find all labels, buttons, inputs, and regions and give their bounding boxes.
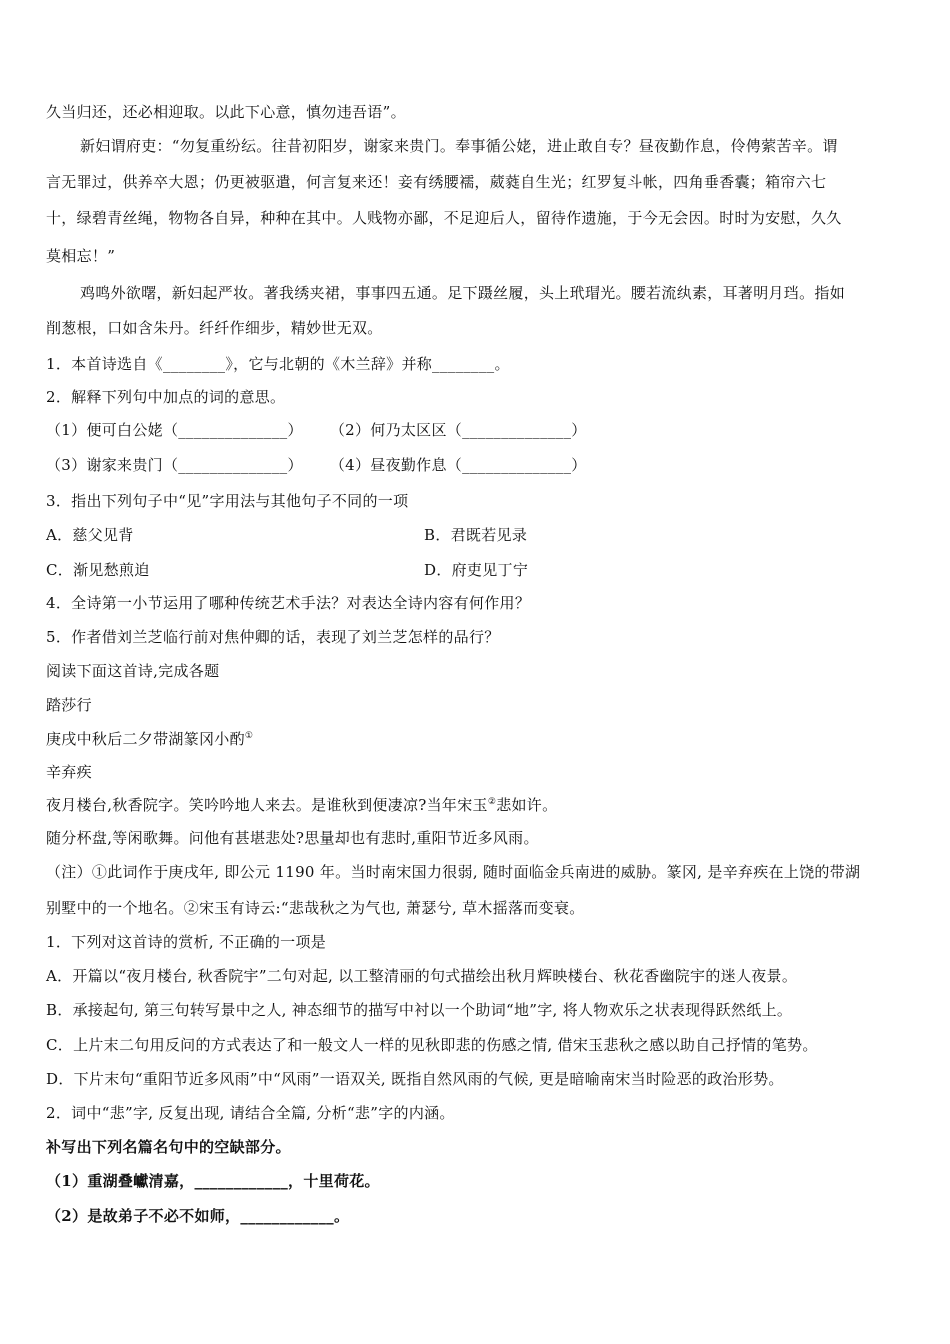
question-2-row — [46, 455, 906, 475]
question-2-item: （1）便可白公姥（______________） — [46, 421, 303, 439]
question-2-item: （3）谢家来贵门（______________） — [46, 456, 303, 474]
question-3-options-row — [46, 525, 906, 545]
option-c: C．上片末二句用反问的方式表达了和一般文人一样的见秋即悲的伤感之情, 借宋玉悲秋之感以助自己抒情的笔势。 — [46, 1036, 818, 1054]
fill-item: （2）是故弟子不必不如师，____________。 — [46, 1207, 350, 1225]
option-a: A．开篇以“夜月楼台, 秋香院宇”二句对起, 以工整清丽的句式描绘出秋月辉映楼台、秋花香幽院宇的迷人夜景。 — [46, 967, 798, 985]
poem-line-text: 悲如许。 — [496, 796, 558, 814]
question-2-row — [46, 420, 906, 440]
poem-note: 别墅中的一个地名。②宋玉有诗云:“悲哉秋之为气也, 萧瑟兮, 草木摇落而变衰。 — [46, 899, 585, 917]
poem-line — [46, 795, 906, 815]
question-3: 3．指出下列句子中“见”字用法与其他句子不同的一项 — [46, 492, 409, 510]
option-b: B．承接起句, 第三句转写景中之人, 神态细节的描写中衬以一个助词“地”字, 将人物欢乐之状表现得跃然纸上。 — [46, 1001, 793, 1019]
option-d: D．府吏见丁宁 — [424, 561, 529, 579]
passage-line: 新妇谓府吏：“勿复重纷纭。往昔初阳岁，谢家来贵门。奉事循公姥，进止敢自专？昼夜勤作息，伶俜萦苦辛。谓 — [80, 137, 838, 155]
fill-item: （1）重湖叠巘清嘉，____________，十里荷花。 — [46, 1172, 380, 1190]
passage-line: 言无罪过，供养卒大恩；仍更被驱遣，何言复来还！妾有绣腰襦，葳蕤自生光；红罗复斗帐，四角垂香囊；箱帘六七 — [46, 173, 827, 191]
question-5: 5．作者借刘兰芝临行前对焦仲卿的话，表现了刘兰芝怎样的品行？ — [46, 628, 500, 646]
question-1: 1．本首诗选自《________》，它与北朝的《木兰辞》并称________。 — [46, 355, 510, 373]
poem-note: （注）①此词作于庚戌年, 即公元 1190 年。当时南宋国力很弱, 随时面临金兵南进的威胁。篆冈, 是辛弃疾在上饶的带湖 — [46, 863, 861, 881]
poem-question-1: 1．下列对这首诗的赏析, 不正确的一项是 — [46, 933, 327, 951]
footnote-marker: ② — [487, 797, 497, 807]
poem-line: 随分杯盘,等闲歌舞。问他有甚堪悲处?思量却也有悲时,重阳节近多风雨。 — [46, 829, 539, 847]
question-2-item: （4）昼夜勤作息（______________） — [329, 456, 587, 474]
passage-line: 鸡鸣外欲曙，新妇起严妆。著我绣夹裙，事事四五通。足下蹑丝履，头上玳瑁光。腰若流纨素，耳著明月珰。指如 — [80, 284, 846, 302]
passage-line: 削葱根，口如含朱丹。纤纤作细步，精妙世无双。 — [46, 319, 383, 337]
question-3-options-row — [46, 560, 906, 580]
passage-line: 十，绿碧青丝绳，物物各自异，种种在其中。人贱物亦鄙，不足迎后人，留待作遗施，于今无会因。时时为安慰，久久 — [46, 209, 842, 227]
question-2: 2．解释下列句中加点的词的意思。 — [46, 388, 286, 406]
poem-subtitle-text: 庚戌中秋后二夕带湖篆冈小酌 — [46, 730, 245, 748]
option-b: B．君既若见录 — [424, 526, 528, 544]
question-2-item: （2）何乃太区区（______________） — [329, 421, 587, 439]
poem-subtitle — [46, 729, 906, 749]
poem-line-text: 夜月楼台,秋香院字。笑吟吟地人来去。是谁秋到便凄凉?当年宋玉 — [46, 796, 488, 814]
option-c: C．渐见愁煎迫 — [46, 561, 150, 579]
option-a: A．慈父见背 — [46, 526, 134, 544]
fill-heading: 补写出下列名篇名句中的空缺部分。 — [46, 1138, 291, 1156]
poem-instruction: 阅读下面这首诗,完成各题 — [46, 662, 220, 680]
poem-title: 踏莎行 — [46, 696, 92, 714]
poem-question-2: 2．词中“悲”字, 反复出现, 请结合全篇, 分析“悲”字的内涵。 — [46, 1104, 455, 1122]
poem-author: 辛弃疾 — [46, 763, 92, 781]
passage-line: 久当归还，还必相迎取。以此下心意，慎勿违吾语”。 — [46, 103, 406, 121]
footnote-marker: ① — [244, 731, 254, 741]
question-4: 4．全诗第一小节运用了哪种传统艺术手法？对表达全诗内容有何作用？ — [46, 594, 531, 612]
passage-line: 莫相忘！” — [46, 247, 116, 265]
option-d: D．下片末句“重阳节近多风雨”中“风雨”一语双关, 既指自然风雨的气候, 更是暗喻南宋当时险恶的政治形势。 — [46, 1070, 784, 1088]
